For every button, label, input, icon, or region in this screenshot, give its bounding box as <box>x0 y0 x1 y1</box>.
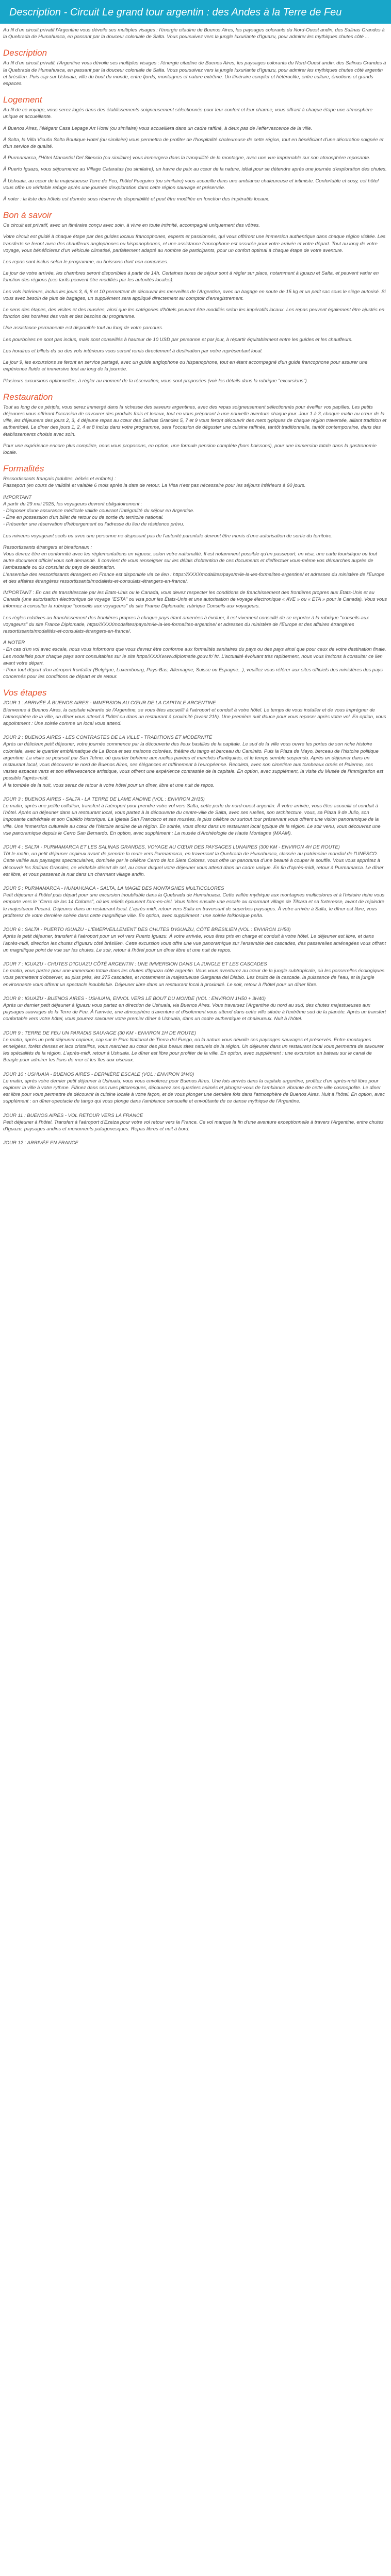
paragraph: À Puerto Iguazu, vous séjournerez au Village Cataratas (ou similaire), un havre de paix au cœur de la nature, idéal pour se détendre après une journée d'exploration des chutes. <box>3 166 387 173</box>
day-heading: JOUR 6 : SALTA - PUERTO IGUAZU - L'ÉMERVEILLEMENT DES CHUTES D'IGUAZU, CÔTÉ BRÉSILIEN (VOL : ENVIRON 1H50) <box>3 927 291 933</box>
section-title-description: Description <box>3 48 47 58</box>
day-heading: JOUR 12 : ARRIVÉE EN FRANCE <box>3 1140 78 1146</box>
day-heading: JOUR 8 : IGUAZU - BUENOS AIRES - USHUAIA, ENVOL VERS LE BOUT DU MONDE (VOL : ENVIRON 1H50 + 3H40) <box>3 995 266 1002</box>
day-description: Le matin, après une petite collation, transfert à l'aéroport pour prendre votre vol vers Salta, cette perle du nord-ouest argentin. À votre arrivée, vous êtes accueilli et conduit à l'hôtel. Après un déjeuner dans un restaurant local, vous partez à la découverte du centre-ville de Salta, avec ses ruelles, son architecture, vous, sa Plaza 9 de Julio, son imposante cathédrale et son Cabildo historique. La Iglesia San Francisco et ses musées, le plus célèbre ou surtout tour préservant vous offrent une vision panoramique de la ville. Une immersion culturelle au cœur de l'histoire andine de la région. En soirée, vous dînez dans un restaurant local typique de la région. Le soir venu, vous découvrez une vue panoramique depuis le Cerro San Bernardo. En option, avec supplément : La musée d'Archéologie de Haute Montagne (MAAM). <box>3 803 381 836</box>
paragraph: IMPORTANT A partir du 29 mai 2025, les voyageurs devront obligatoirement : - Disposer d'une assurance médicale valide couvrant l'intégralité du séjour en Argentine. - Être en possession d'un billet de retour ou de sortie du territoire national. - Présenter une réservation d'hébergement ou l'adresse du lieu de résidence prévu. <box>3 494 194 528</box>
paragraph: À noter : la liste des hôtels est donnée sous réserve de disponibilité et peut être modifiée en fonction des impératifs locaux. <box>3 196 270 202</box>
day-item <box>3 1112 388 1133</box>
day-heading: JOUR 11 : BUENOS AIRES - VOL RETOUR VERS LA FRANCE <box>3 1112 143 1118</box>
paragraph: Les horaires et billets du ou des vols intérieurs vous seront remis directement à destination par notre représentant local. <box>3 348 263 354</box>
restauration-body <box>3 404 388 456</box>
day-description: Le matin, vous partez pour une immersion totale dans les chutes d'Iguazu côté argentin. Vous vous aventurez au cœur de la jungle subtropicale, où les passerelles écologiques vous permettent d'observer, au plus près, les 275 cascades, et notamment la majestueuse Garganta del Diablo. Les bruits de la cascade, la puissance de l'eau, et la jungle environnante vous offrent un spectacle inoubliable. Déjeuner libre dans un restaurant local à proximité. Le soir, retour à l'hôtel pour un dîner libre. <box>3 968 385 988</box>
day-description: Petit déjeuner à l'hôtel puis départ pour une excursion inoubliable dans la Quebrada de Humahuaca. Cette vallée mythique aux montagnes multicolores et à l'histoire riche vous emporte vers le "Cerro de los 14 Colores", où les reliefs épousent l'arc-en-ciel. Vous faites ensuite une escale au charmant village de Tilcara et sa forteresse, avant de rejoindre le majestueux Pucará. Déjeuner dans un restaurant local. L'après-midi, retour vers Salta en traversant de superbes paysages. À votre arrivée à Salta, le dîner est libre, vous profiterez de votre dernière soirée dans cette magnifique ville. En option, avec supplément : une soirée folklorique peña. <box>3 892 385 919</box>
bon-a-savoir-body <box>3 222 388 384</box>
paragraph: Au fil de ce voyage, vous serez logés dans des établissements soigneusement sélectionnés pour leur confort et leur charme, vous offrant à chaque étape une atmosphère unique et accueillante. <box>3 107 373 120</box>
day-description: Tôt le matin, un petit déjeuner copieux avant de prendre la route vers Purmamarca, en traversant la Quebrada de Humahuaca, classée au patrimoine mondial de l'UNESCO. Cette vallée aux paysages spectaculaires, dominée par le célèbre Cerro de los Siete Colores, vous offre un panorama d'une beauté à couper le souffle. Vous vous apprêtez à découvrir les Salinas Grandes, ce véritable désert de sel, au cœur duquel votre déjeuner vous attend dans un cadre unique. En fin d'après-midi, retour à Purmamarca. Le dîner est libre, et vous passerez la nuit dans un charmant village andin. <box>3 851 384 877</box>
day-item <box>3 700 388 727</box>
paragraph: Le sens des étapes, des visites et des musées, ainsi que les catégories d'hôtels peuvent être modifiés selon les impératifs locaux. Les repas peuvent également être ajustés en fonction des horaires des vols et des besoins du programme. <box>3 307 385 320</box>
paragraph: Les repas sont inclus selon le programme, ou boissons dont non comprises. <box>3 259 169 265</box>
day-description: Le matin, après votre dernier petit déjeuner à Ushuaia, vous vous envolerez pour Buenos Aires. Une fois arrivés dans la capitale argentine, profitez d'un après-midi libre pour explorer la ville à votre rythme. Flânez dans ses rues pittoresques, découvrez ses quartiers animés et plongez-vous de l'ambiance vibrante de cette ville cosmopolite. Le dîner est libre pour vous permettre de découvrir la cuisine locale à votre façon, et de vous plonger une dernière fois dans l'atmosphère de Buenos Aires. Nuit à l'hôtel. En option, avec supplément : un dîner-spectacle de tango qui vous plonge dans l'ambiance sensuelle et envoûtante de ce danse mythique de l'Argentine. <box>3 1078 385 1105</box>
day-item <box>3 734 388 789</box>
paragraph: À NOTER - En cas d'un vol avec escale, nous vous informons que vous devrez être conforme aux formalités sanitaires du pays ou des pays ainsi que pour ceux de votre destination finale. Les modalités pour chaque pays sont consultables sur le site https/XXXXwww.diplomatie.gouv.fr/ fr/. L'actualité évoluant très rapidement, nous vous invitons à consulter ce lien avant votre départ. - Pour tout départ d'un aéroport frontalier (Belgique, Luxembourg, Pays-Bas, Allemagne, Suisse ou Espagne...), veuillez vous référer aux sites officiels des ministères des pays concernés pour les conditions de départ et de retour. <box>3 640 386 680</box>
day-description: Après un délicieux petit déjeuner, votre journée commence par la découverte des lieux bastilles de la capitale. Le sud de la ville vous ouvre les portes de son riche histoire coloniale, avec le quartier emblématique de La Boca et ses maisons colorées, théâtre du tango et berceau du Caminito. Puis la Plaza de Mayo, berceau de l'histoire politique argentine. La visite se poursuit par San Telmo, où quartier bohème aux ruelles pavées et marchés d'antiquités, et le temps semble suspendu. Après un déjeuner dans un restaurant local, vous découvrez le nord de Buenos Aires, ses élégances et raffinement à l'européenne. Recoleta, avec son cimetière aux tombeaux ornés et Palermo, ses vastes espaces verts et son effervescence artistique, vous offrent une expérience contrastée de la capitale. En option, avec supplément, la visite du Musée de l'Immigration est possible l'après-midi. À la tombée de la nuit, vous serez de retour à votre hôtel pour un dîner, libre et une nuit de repos. <box>3 741 383 788</box>
paragraph: Les mineurs voyageant seuls ou avec une personne ne disposant pas de l'autorité parentale devront être munis d'une autorisation de sortie du territoire. <box>3 533 333 539</box>
day-heading: JOUR 9 : TERRE DE FEU UN PARADIS SAUVAGE (30 KM - ENVIRON 1H DE ROUTE) <box>3 1030 197 1036</box>
day-heading: JOUR 10 : USHUAIA - BUENOS AIRES - DERNIÈRE ESCALE (VOL : ENVIRON 3H40) <box>3 1071 194 1077</box>
paragraph: Le jour 9, les excursions se feront en service partagé, avec un guide anglophone ou hispanophone, tout en étant accompagné d'un guide francophone pour assurer une expérience fluide et immersive tout au long de la journée. <box>3 360 368 372</box>
paragraph: Ressortissants étrangers et binationaux : Vous devrez être en conformité avec les réglementations en vigueur, selon votre nationalité. Il est notamment possible qu'un passeport, un visa, une carte touristique ou tout autre document officiel vous soit demandé. Il convient de vous renseigner sur les délais d'obtention de ces documents et d'effectuer vous-même vos démarches auprès de l'ambassade ou du consulat du pays de destination. L'ensemble des ressortissants étrangers en France est disponible via ce lien : https://XXXXmodalites/pays/m/le-la-les-formalites-argentine/ et adresses du ministère de l'Europe et des affaires étrangères ressortissants/modalités-et-consulats-étrangers-en-france/. <box>3 544 385 584</box>
paragraph: À Buenos Aires, l'élégant Casa Lepage Art Hotel (ou similaire) vous accueillera dans un cadre raffiné, à deux pas de l'effervescence de la ville. <box>3 125 313 131</box>
day-item <box>3 796 388 837</box>
paragraph: IMPORTANT : En cas de transit/escale par les Etats-Unis ou le Canada, vous devez respecter les conditions de franchissement des frontières propres aux États-Unis et au Canada (une autorisation électronique de voyage "ESTA" ou visa pour les États-Unis et une autorisation de voyage électronique « AVE » ou « ETA » pour le Canada). Vous vous informez à consulter la rubrique "conseils aux voyageurs" du site France Diplomatie, rubrique Conseils aux voyageurs. <box>3 589 387 609</box>
paragraph: À Salta, la Villa Vicuña Salta Boutique Hotel (ou similaire) vous permettra de profiter de l'hospitalité chaleureuse de cette région, tout en bénéficiant d'une décoration soignée et d'un service de qualité. <box>3 137 384 150</box>
paragraph: Votre circuit est guidé à chaque étape par des guides locaux francophones, experts et passionnés, qui vous offriront une immersion authentique dans chaque région visitée. Les transferts se feront avec des chauffeurs anglophones ou hispanophones, et une assistance francophone est assurée pour votre arrivée et votre départ. Tout au long de votre voyage, vous bénéficierez d'un véhicule climatisé, parfaitement adapté au nombre de participants, pour un confort optimal à chaque étape de votre aventure. <box>3 234 386 253</box>
paragraph: À Purmamarca, l'Hôtel Manantial Del Silencio (ou similaire) vous immergera dans la tranquillité de la montagne, avec une vue imprenable sur son atmosphère reposante. <box>3 155 371 161</box>
description-body <box>3 60 388 87</box>
paragraph: Les règles relatives au franchissement des frontières propres à chaque pays étant amenées à évoluer, il est vivement conseillé de se reporter à la rubrique "conseils aux voyageurs" du site France Diplomatie, https//XXXXmodalites/pays/m/le-la-les-formalites-argentine/ et adresses du ministère de l'Europe et des affaires étrangères ressortissants/modalités-et-consulats-étrangers-en-france/. <box>3 615 369 634</box>
section-title-restauration: Restauration <box>3 392 53 402</box>
day-item <box>3 926 388 954</box>
intro-paragraph: Au fil d'un circuit privatif l'Argentine vous dévoile ses multiples visages : l'énergie citadine de Buenos Aires, les paysages colorants du Nord-Ouest andin, des Salinas Grandes à la Quebrada de Humahuaca, en passant par la douceur coloniale de Salta. Vous poursuivez vers la jungle luxuriante d'Iguazu, pour admirer les mythiques chutes côté ... <box>3 27 385 40</box>
paragraph: Les pourboires ne sont pas inclus, mais sont conseillés à hauteur de 10 USD par personne et par jour, à répartir équitablement entre les guides et les chauffeurs. <box>3 336 353 343</box>
paragraph: Au fil d'un circuit privatif, l'Argentine vous dévoile ses multiples visages : l'énergie citadine de Buenos Aires, les paysages colorants du Nord-Ouest andin, des Salinas Grandes à la Quebrada de Humahuaca, en passant par la douceur coloniale de Salta. Vous poursuivez vers la jungle luxuriante d'Iguazu, pour admirer les mythiques chutes côté argentin et brésilien. Puis cap sur Ushuaia, ville du bout du monde, entre fjords, montagnes et nature extrême. Un itinéraire complet et hétéroclite, entre culture, émotions et grands espaces. <box>3 60 386 87</box>
day-description: Bienvenue à Buenos Aires, la capitale vibrante de l'Argentine, se vous êtes accueilli à l'aéroport et conduit à votre hôtel. Le temps de vous installer et de vous imprégner de l'atmosphère de la ville, un dîner vous attend à l'hôtel ou dans un restaurant à proximité (avant 21h). Une première nuit douce pour vous reposer après votre vol. En option, vous appointment : Une soirée comme un local vous attend. <box>3 707 386 727</box>
day-item <box>3 844 388 878</box>
day-heading: JOUR 3 : BUENOS AIRES - SALTA - LA TERRE DE LAME ANDINE (VOL : ENVIRON 2H15) <box>3 796 205 802</box>
day-description: Le matin, après un petit déjeuner copieux, cap sur le Parc National de Tierra del Fuego, où la nature vous dévoile ses paysages sauvages et préservés. Entre montagnes enneigées, forêts denses et lacs cristallins, vous marchez au cœur des plus beaux sites naturels de la région. Un déjeuner dans un restaurant local vous permettra de savourer les spécialités de la région. L'après-midi, retour à Ushuaia. Le dîner est libre pour profiter de la ville. En option, avec supplément : une excursion en bateau sur le canal de Beagle pour admirer les lions de mer et les îles aux oiseaux. <box>3 1037 384 1063</box>
paragraph: Plusieurs excursions optionnelles, à régler au moment de la réservation, vous sont proposées (voir les détails dans la rubrique "excursions"). <box>3 378 308 384</box>
logement-body <box>3 107 388 202</box>
day-item <box>3 961 388 988</box>
day-heading: JOUR 2 : BUENOS AIRES - LES CONTRASTES DE LA VILLE - TRADITIONS ET MODERNITÉ <box>3 735 213 741</box>
main-content <box>0 24 391 1146</box>
paragraph: À Ushuaia, au cœur de la majestueuse Terre de Feu, l'hôtel Fueguino (ou similaire) vous accueille dans une ambiance chaleureuse et intimiste. Confortable et cosy, cet hôtel vous offre un véritable refuge après une journée d'exploration dans cette région sauvage et préservée. <box>3 178 379 191</box>
day-item <box>3 1140 388 1146</box>
paragraph: Pour une expérience encore plus complète, nous vous proposons, en option, une formule pension complète (hors boissons), pour une immersion totale dans la gastronomie locale. <box>3 443 377 455</box>
day-heading: JOUR 4 : SALTA - PURMAMARCA ET LES SALINAS GRANDES, VOYAGE AU CŒUR DES PAYSAGES LUNAIRES (300 KM - ENVIRON 4H DE ROUTE) <box>3 844 340 851</box>
formalites-body <box>3 476 388 680</box>
paragraph: Tout au long de ce périple, vous serez immergé dans la richesse des saveurs argentines, avec des repas soigneusement sélectionnés pour éveiller vos papilles. Les petits déjeuners vous offriront l'occasion de savourer des produits frais et locaux, tout en vous préparant à une nouvelle aventure chaque jour. Jour 1 à 3, chaque matin au cœur de la ville, les déjeuners des jours 2, 3, 4 déjeune repas au cœur des Salinas Grandes 5, 7 et 9 vous feront découvrir des mets typiques de chaque région traversée, alliant tradition et authenticité. Le dîner des jours 1, 2, 4 et 8 inclus dans votre programme, sera l'occasion de déguster une cuisine raffinée, tantôt traditionnelle, tantôt contemporaine, dans des établissements choisis avec soin. <box>3 404 387 437</box>
day-item <box>3 1071 388 1105</box>
section-title-formalites: Formalités <box>3 464 44 474</box>
day-heading: JOUR 1 : ARRIVÉE À BUENOS AIRES - IMMERSION AU CŒUR DE LA CAPITALE ARGENTINE <box>3 700 216 706</box>
paragraph: Ressortissants français (adultes, bébés et enfants) : Passeport (en cours de validité et valable 6 mois après la date de retour. La Visa n'est pas nécessaire pour les séjours inférieurs à 90 jours. <box>3 476 306 489</box>
paragraph: Ce circuit est privatif, avec un itinéraire conçu avec soin, à vivre en toute intimité, accompagné uniquement des vôtres. <box>3 223 260 229</box>
day-description: Après le petit déjeuner, transfert à l'aéroport pour un vol vers Puerto Iguazu. À votre arrivée, vous êtes pris en charge et conduit à votre hôtel. Le déjeuner est libre, et dans l'après-midi, direction les chutes d'Iguazu côté brésilien. Cette excursion vous offre une vue panoramique sur l'ensemble des cascades, des passerelles aménagées vous offrant un magnifique point de vue sur les chutes. Le soir, retour à l'hôtel pour un dîner libre et une nuit de repos. <box>3 934 386 953</box>
paragraph: Une assistance permanente est disponible tout au long de votre parcours. <box>3 325 164 331</box>
etapes-body <box>3 700 388 1146</box>
day-item <box>3 885 388 919</box>
day-item <box>3 995 388 1023</box>
day-description: Après un dernier petit déjeuner à Iguazu vous partez en direction de Ushuaia, via Buenos Aires. Vous traversez l'Argentine du nord au sud, des chutes majestueuses aux paysages sauvages de la Terre de Feu. À l'arrivée, une atmosphère d'aventure et d'isolement vous attend dans cette ville située à l'extrême sud de la planète. Après un transfert confortable vers votre hôtel, vous pourrez savourer votre premier dîner à Ushuaia, dans un cadre authentique et chaleureux. Nuit à l'hôtel. <box>3 1002 386 1022</box>
day-item <box>3 1030 388 1064</box>
day-heading: JOUR 7 : IGUAZU - CHUTES D'IGUAZU CÔTÉ ARGENTIN : UNE IMMERSION DANS LA JUNGLE ET LES CASCADES <box>3 961 267 967</box>
paragraph: Le jour de votre arrivée, les chambres seront disponibles à partir de 14h. Certaines taxes de séjour sont à régler sur place, notamment à Iguazu et Salta, et peuvent varier en fonction des régions (ces tarifs peuvent être modifiés par les autorités locales). <box>3 270 379 283</box>
section-title-logement: Logement <box>3 95 42 105</box>
page-title: Description - Circuit Le grand tour argentin : des Andes à la Terre de Feu <box>0 0 391 24</box>
section-title-vos-etapes: Vos étapes <box>3 688 47 698</box>
day-description: Petit déjeuner à l'hôtel. Transfert à l'aéroport d'Ezeiza pour votre vol retour vers la France. Ce vol marque la fin d'une aventure exceptionnelle à travers l'Argentine, entre chutes d'Iguazu, paysages andins et monuments patagonesques. Repas libres et nuit à bord. <box>3 1119 384 1132</box>
section-title-bon-a-savoir: Bon à savoir <box>3 210 52 221</box>
paragraph: Les vols intérieurs, inclus les jours 3, 6, 8 et 10 permettent de découvrir les merveilles de l'Argentine, avec un bagage en soute de 15 kg et un petit sac sous le siège autorisé. Si vous avez besoin de plus de bagages, un supplément sera appliqué directement au comptoir d'enregistrement. <box>3 289 386 301</box>
day-heading: JOUR 5 : PURMAMARCA - HUMAHUACA - SALTA, LA MAGIE DES MONTAGNES MULTICOLORES <box>3 886 224 892</box>
